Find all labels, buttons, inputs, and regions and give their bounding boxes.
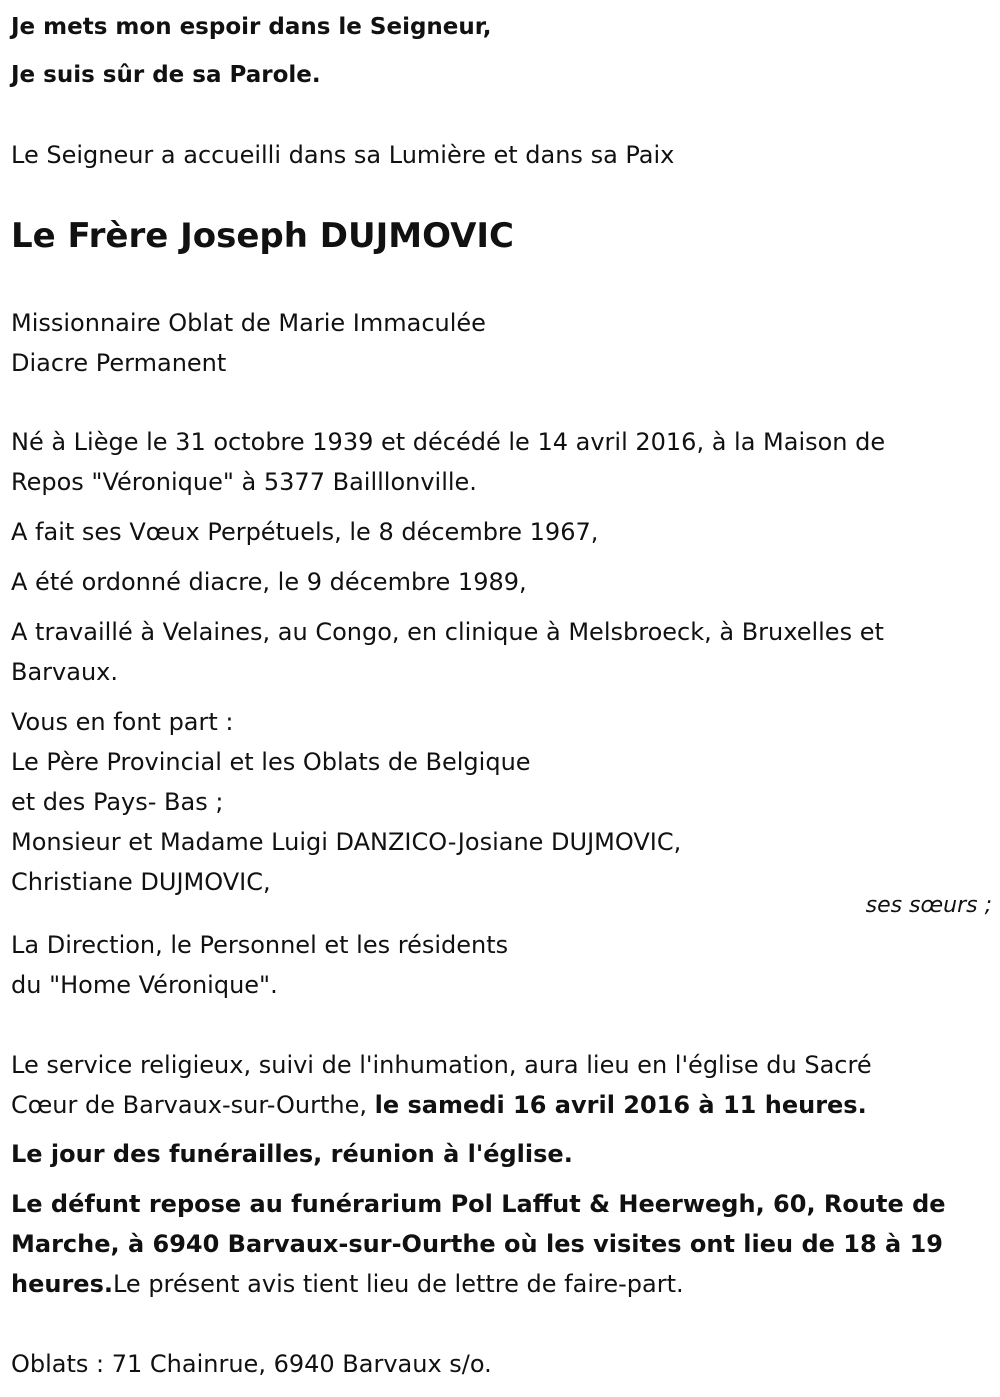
funeral-home-hours: heures. <box>11 1270 113 1298</box>
title-line-1: Missionnaire Oblat de Marie Immaculée <box>11 309 486 337</box>
funeral-home-line-1: Le défunt repose au funérarium Pol Laffut & Heerwegh, 60, Route de <box>11 1190 946 1218</box>
epigraph-line-1: Je mets mon espoir dans le Seigneur, <box>11 14 492 40</box>
worked-line-2: Barvaux. <box>11 658 118 686</box>
birth-death-line-2: Repos "Véronique" à 5377 Bailllonville. <box>11 468 477 496</box>
announcers-line-6: du "Home Véronique". <box>11 971 278 999</box>
announcers-line-2: et des Pays- Bas ; <box>11 788 224 816</box>
announcers-line-1: Le Père Provincial et les Oblats de Belgique <box>11 748 531 776</box>
service-line-1: Le service religieux, suivi de l'inhumation, aura lieu en l'église du Sacré <box>11 1051 872 1079</box>
title-line-2: Diacre Permanent <box>11 349 227 377</box>
service-date-time: le samedi 16 avril 2016 à 11 heures. <box>374 1091 867 1119</box>
intro-text: Le Seigneur a accueilli dans sa Lumière et dans sa Paix <box>11 141 675 169</box>
service-line-2-plain: Cœur de Barvaux-sur-Ourthe, <box>11 1091 375 1119</box>
birth-death-line-1: Né à Liège le 31 octobre 1939 et décédé le 14 avril 2016, à la Maison de <box>11 428 886 456</box>
address-text: Oblats : 71 Chainrue, 6940 Barvaux s/o. <box>11 1350 492 1378</box>
sisters-note: ses sœurs ; <box>865 893 992 918</box>
service-line-2 <box>11 1085 867 1125</box>
worked-line-1: A travaillé à Velaines, au Congo, en clinique à Melsbroeck, à Bruxelles et <box>11 618 884 646</box>
funeral-home-line-2: Marche, à 6940 Barvaux-sur-Ourthe où les visites ont lieu de 18 à 19 <box>11 1230 943 1258</box>
funeral-home-line-3 <box>11 1264 684 1304</box>
announcers-line-4: Christiane DUJMOVIC, <box>11 868 271 896</box>
faire-part-note: Le présent avis tient lieu de lettre de faire-part. <box>112 1270 684 1298</box>
meeting-text: Le jour des funérailles, réunion à l'église. <box>11 1140 573 1168</box>
announcers-line-3: Monsieur et Madame Luigi DANZICO-Josiane DUJMOVIC, <box>11 828 682 856</box>
epigraph-line-2: Je suis sûr de sa Parole. <box>11 62 321 88</box>
announcers-line-5: La Direction, le Personnel et les résidents <box>11 931 509 959</box>
vows-text: A fait ses Vœux Perpétuels, le 8 décembre 1967, <box>11 518 599 546</box>
announcers-intro: Vous en font part : <box>11 708 234 736</box>
deceased-name: Le Frère Joseph DUJMOVIC <box>11 216 515 256</box>
ordained-text: A été ordonné diacre, le 9 décembre 1989, <box>11 568 527 596</box>
